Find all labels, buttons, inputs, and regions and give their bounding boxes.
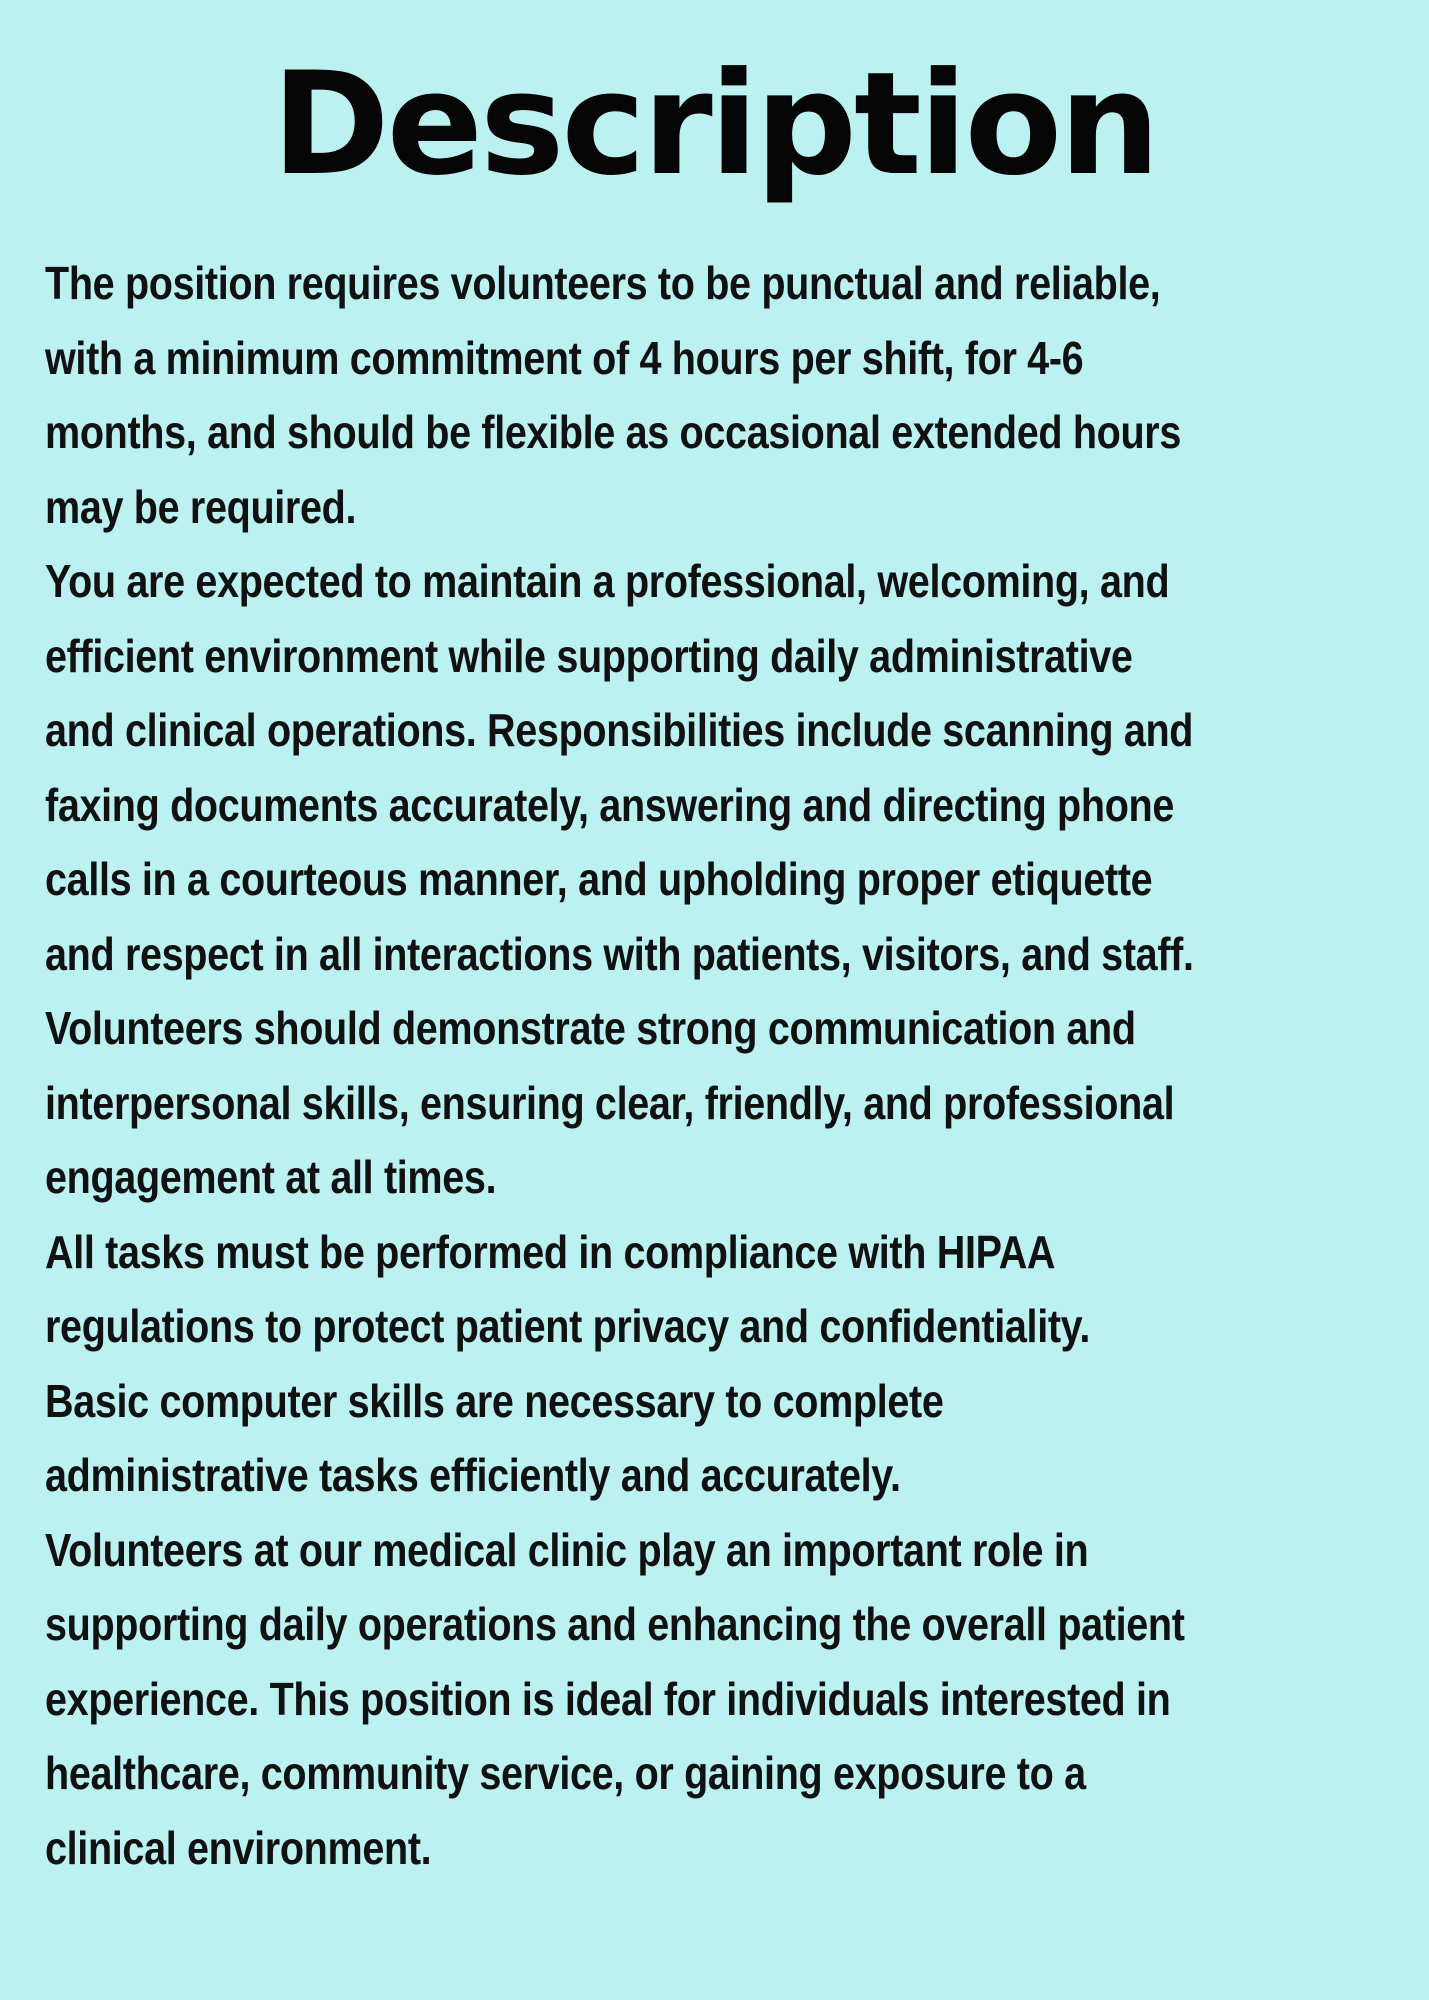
paragraph-hipaa: All tasks must be performed in compliance with HIPAA regulations to protect patient privacy and confidentiality. — [45, 1225, 1091, 1352]
paragraph-communication: Volunteers should demonstrate strong communication and interpersonal skills, ensuring clear, friendly, and professional engagement at all times. — [45, 1002, 1175, 1203]
paragraph-role-overview: Volunteers at our medical clinic play an important role in supporting daily operations and enhancing the overall patient experience. This position is ideal for individuals interested in healthcare, community service, or gaining exposure to a clinical environment. — [45, 1523, 1185, 1874]
paragraph-commitment: The position requires volunteers to be punctual and reliable, with a minimum commitment of 4 hours per shift, for 4-6 months, and should be flexible as occasional extended hours may be required. — [45, 257, 1181, 533]
page-title: Description — [271, 42, 1158, 207]
paragraph-responsibilities: You are expected to maintain a professional, welcoming, and efficient environment while supporting daily administrative and clinical operations. Responsibilities include scanning and faxing documents accurately, answering and directing phone calls in a courteous manner, and upholding proper etiquette and respect in all interactions with patients, visitors, and staff. — [45, 555, 1194, 980]
description-body — [45, 246, 1206, 1885]
paragraph-computer-skills: Basic computer skills are necessary to complete administrative tasks efficiently and accurately. — [45, 1374, 944, 1501]
